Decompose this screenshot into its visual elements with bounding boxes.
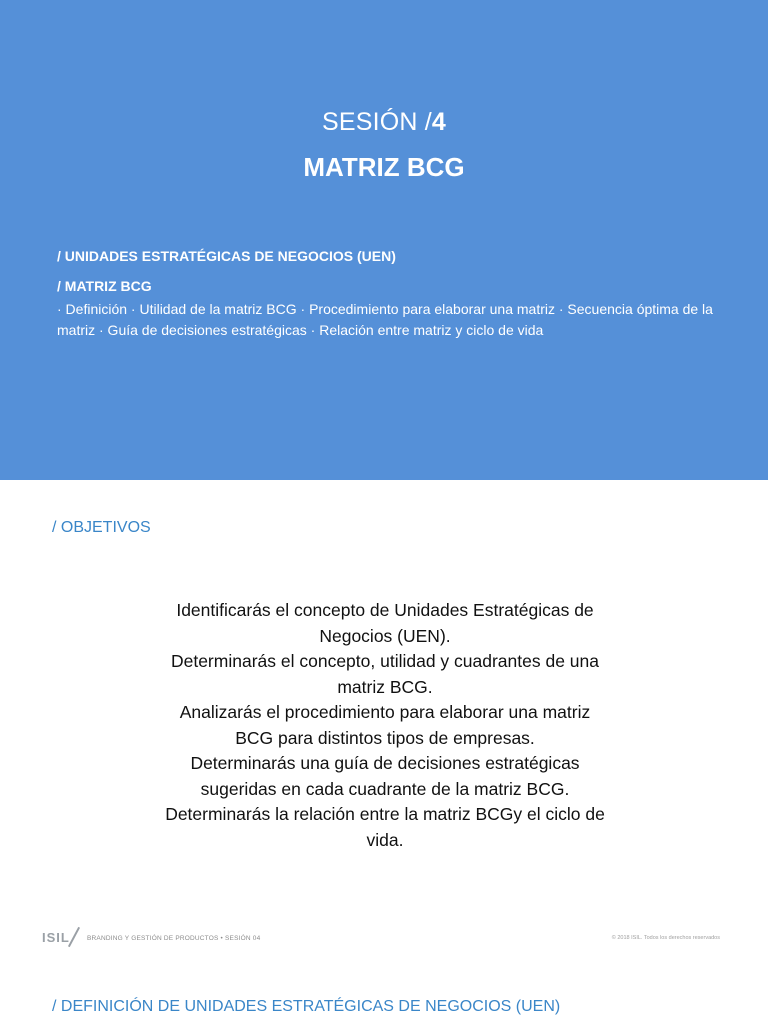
next-section-heading: / DEFINICIÓN DE UNIDADES ESTRATÉGICAS DE NEGOCIOS (UEN): [52, 998, 561, 1015]
footer-course-label: BRANDING Y GESTIÓN DE PRODUCTOS • SESIÓN 04: [87, 935, 261, 942]
objective-item: Analizarás el procedimiento para elaborar una matriz BCG para distintos tipos de empresas.: [179, 702, 591, 748]
session-prefix: SESIÓN /: [321, 108, 432, 136]
objectives-list: [160, 598, 610, 853]
session-title: MATRIZ BCG: [303, 152, 465, 182]
slide-footer: [0, 926, 768, 952]
objective-item: Identificarás el concepto de Unidades Estratégicas de Negocios (UEN).: [176, 600, 594, 646]
footer-copyright: © 2018 ISIL. Todos los derechos reservados: [611, 935, 720, 941]
objective-item: Determinarás la relación entre la matriz BCGy el ciclo de vida.: [165, 804, 605, 850]
isil-logo: ISIL: [42, 930, 70, 945]
hero-banner: [0, 0, 768, 480]
session-number: 4: [431, 108, 447, 136]
objective-item: Determinarás el concepto, utilidad y cuadrantes de una matriz BCG.: [170, 651, 600, 697]
objective-item: Determinarás una guía de decisiones estratégicas sugeridas en cada cuadrante de la matriz BCG.: [190, 753, 580, 799]
topic-uen-heading: / UNIDADES ESTRATÉGICAS DE NEGOCIOS (UEN): [57, 248, 396, 264]
topic-bcg-heading: / MATRIZ BCG: [57, 278, 152, 294]
session-label: [0, 108, 768, 137]
objectives-heading: / OBJETIVOS: [52, 519, 151, 536]
topic-bcg-description: · Definición · Utilidad de la matriz BCG · Procedimiento para elaborar una matriz · Secuencia óptima de la matriz · Guía de decisiones estratégicas · Relación entre matriz y ciclo de vida: [57, 301, 713, 338]
